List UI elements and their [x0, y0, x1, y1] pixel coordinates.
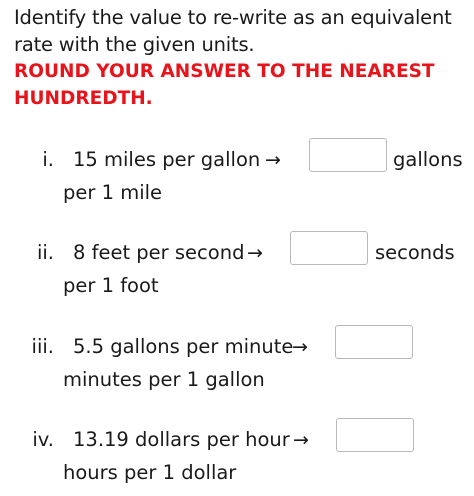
unit-label-continued: per 1 mile	[63, 181, 163, 204]
instruction-text-line-2: rate with the given units.	[14, 33, 255, 56]
unit-label: seconds	[375, 241, 455, 264]
right-arrow-icon: →	[265, 149, 281, 171]
rate-prompt: 15 miles per gallon	[73, 148, 261, 171]
answer-input[interactable]	[336, 418, 414, 452]
problem-item-2	[0, 239, 474, 309]
unit-label-continued: per 1 foot	[63, 274, 159, 297]
unit-label: gallons	[393, 148, 463, 171]
item-numeral: iv.	[32, 428, 54, 451]
rounding-warning-line-2: HUNDREDTH.	[14, 88, 153, 109]
right-arrow-icon: →	[293, 429, 309, 451]
problem-item-1	[0, 146, 474, 216]
item-numeral: iii.	[31, 335, 54, 358]
answer-input[interactable]	[335, 325, 413, 359]
right-arrow-icon: →	[247, 242, 263, 264]
answer-input[interactable]	[309, 138, 387, 172]
unit-label-continued: hours per 1 dollar	[63, 461, 237, 484]
answer-input[interactable]	[290, 231, 368, 265]
rate-prompt: 13.19 dollars per hour	[73, 428, 290, 451]
rounding-warning-line-1: ROUND YOUR ANSWER TO THE NEAREST	[14, 61, 435, 82]
rate-prompt: 8 feet per second	[73, 241, 245, 264]
item-numeral: i.	[42, 148, 54, 171]
problem-item-4	[0, 426, 474, 496]
rate-prompt: 5.5 gallons per minute	[73, 335, 294, 358]
unit-label-continued: minutes per 1 gallon	[63, 368, 265, 391]
instruction-text-line-1: Identify the value to re-write as an equivalent	[14, 6, 452, 29]
instructions	[14, 4, 464, 112]
item-numeral: ii.	[36, 241, 54, 264]
problem-item-3	[0, 333, 474, 403]
right-arrow-icon: →	[292, 336, 308, 358]
